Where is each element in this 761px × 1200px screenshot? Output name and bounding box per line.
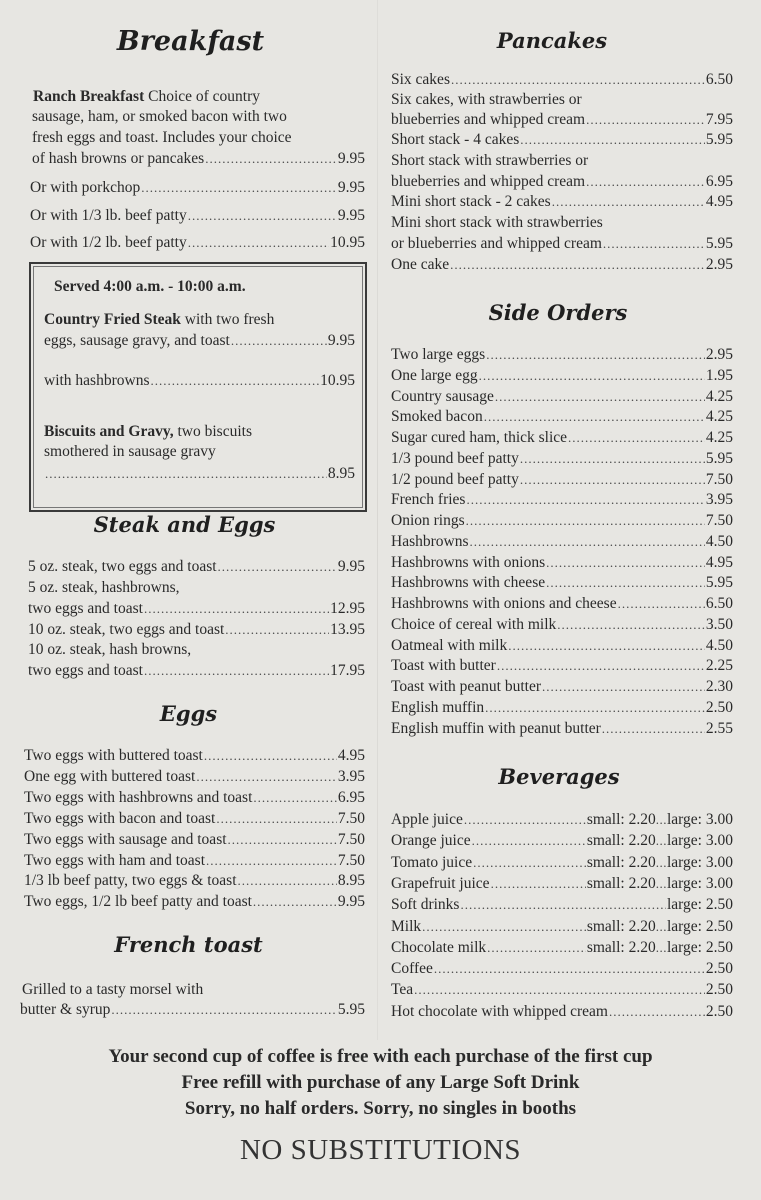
item-price: 2.30 (705, 678, 733, 695)
item-name: Two eggs with ham and toast (24, 852, 206, 869)
menu-item (28, 620, 365, 640)
beverage-item (391, 959, 733, 979)
side-order-item (391, 449, 733, 469)
large-price: large: 3.00 (666, 853, 733, 871)
item-name: English muffin with peanut butter (391, 719, 601, 737)
side-order-item (391, 594, 733, 614)
footer-orders-note: Sorry, no half orders. Sorry, no singles in booths (184, 1098, 577, 1119)
item-name: eggs, sausage gravy, and toast (44, 332, 230, 349)
item-name: Hashbrowns with onions (391, 553, 546, 571)
item-price: 7.50 (337, 831, 365, 848)
item-name: Soft drinks (391, 896, 460, 914)
item-price: 6.95 (337, 789, 365, 806)
item-price: 4.50 (705, 532, 733, 550)
item-price: 8.95 (337, 872, 365, 889)
pancake-desc: Six cakes, with strawberries or (391, 91, 582, 108)
side-order-item (391, 553, 733, 573)
ranch-desc-2: sausage, ham, or smoked bacon with two (32, 108, 287, 125)
beverage-item (391, 980, 733, 1000)
small-price: small: 2.20 (586, 811, 656, 828)
item-name: Coffee (391, 960, 433, 978)
ranch-desc-3: fresh eggs and toast. Includes your choice (32, 129, 292, 146)
item-name: Chocolate milk (391, 938, 487, 956)
item-name: One large egg (391, 366, 478, 384)
item-price: 6.50 (705, 595, 733, 612)
item-name: 5 oz. steak, two eggs and toast (28, 558, 217, 575)
item-name: One cake (391, 256, 450, 273)
item-price: 4.50 (705, 636, 733, 654)
item-price: 4.95 (705, 553, 733, 571)
item-price: 4.95 (705, 193, 733, 210)
large-price: large: 2.50 (666, 938, 733, 956)
side-order-item (391, 387, 733, 407)
side-order-item (391, 428, 733, 448)
item-name: Toast with butter (391, 657, 496, 675)
item-price: 9.95 (337, 179, 365, 196)
large-price: large: 3.00 (666, 874, 733, 892)
menu-item (28, 599, 365, 619)
item-name: 1/3 pound beef patty (391, 449, 519, 467)
beverage-item (391, 895, 733, 915)
menu-item (24, 851, 365, 871)
ranch-desc-1: Choice of country (148, 88, 261, 105)
bg-title: Biscuits and Gravy, (44, 423, 174, 440)
item-name: Hashbrowns with onions and cheese (391, 595, 617, 612)
item-name: Six cakes (391, 71, 450, 88)
item-name: Mini short stack - 2 cakes (391, 193, 551, 210)
item-name: Two eggs, 1/2 lb beef patty and toast (24, 893, 252, 910)
footer-refill-note: Free refill with purchase of any Large Soft Drink (181, 1072, 580, 1093)
item-price: 7.50 (337, 852, 365, 869)
breakfast-heading: Breakfast (116, 26, 265, 57)
item-name: Sugar cured ham, thick slice (391, 429, 568, 446)
french-toast-heading: French toast (114, 932, 263, 957)
item-price: 7.50 (705, 512, 733, 529)
item-name: 10 oz. steak, two eggs and toast (28, 621, 225, 638)
side-order-item (391, 490, 733, 510)
menu-item (24, 830, 365, 850)
side-orders-heading: Side Orders (488, 300, 628, 325)
menu-item (24, 892, 365, 912)
item-price: 7.50 (705, 470, 733, 488)
menu-item (20, 1000, 365, 1020)
item-price: 5.95 (705, 131, 733, 148)
side-order-item (391, 656, 733, 676)
item-price: 2.55 (705, 719, 733, 737)
item-price: 8.95 (327, 465, 355, 482)
side-order-item (391, 366, 733, 386)
cfs-title: Country Fried Steak (44, 311, 181, 328)
item-price: 9.95 (337, 207, 365, 224)
no-substitutions: NO SUBSTITUTIONS (239, 1134, 522, 1166)
item-name: or blueberries and whipped cream (391, 235, 602, 252)
item-name: with hashbrowns (44, 372, 150, 389)
menu-item (391, 110, 733, 130)
item-name: Apple juice (391, 811, 463, 828)
item-name: Tea (391, 981, 414, 999)
bg-desc: two biscuits (173, 423, 252, 440)
item-name: blueberries and whipped cream (391, 111, 586, 128)
item-price: 5.95 (337, 1001, 365, 1018)
pancake-desc: Mini short stack with strawberries (391, 214, 603, 231)
item-price: 6.50 (705, 71, 733, 88)
steak-eggs-heading: Steak and Eggs (93, 512, 276, 537)
large-price: large: 3.00 (666, 832, 733, 850)
item-name: Tomato juice (391, 853, 473, 871)
menu-item (391, 70, 733, 90)
item-name: Milk (391, 917, 422, 935)
item-price: 9.95 (337, 558, 365, 575)
item-price: 2.50 (705, 981, 733, 999)
menu-item (391, 130, 733, 150)
item-price: 13.95 (330, 621, 365, 638)
item-price: 5.95 (705, 574, 733, 592)
item-name: Onion rings (391, 512, 465, 529)
item-price: 6.95 (705, 173, 733, 190)
pancake-desc: Short stack with strawberries or (391, 152, 589, 169)
small-price: small: 2.20 (586, 917, 656, 935)
item-price: 12.95 (330, 600, 365, 617)
beverages-heading: Beverages (498, 764, 620, 789)
item-name: of hash browns or pancakes (32, 150, 205, 167)
large-price: large: 3.00 (666, 811, 733, 828)
side-order-item (391, 719, 733, 739)
menu-item (24, 767, 365, 787)
beverage-item: Tomato juice ..... small: 2.20 ... large: 3.00 (391, 853, 733, 873)
item-name: Smoked bacon (391, 408, 483, 426)
beverage-item: Apple juice ..... small: 2.20 ... large: 3.00 (391, 810, 733, 830)
item-name: 1/2 pound beef patty (391, 470, 519, 488)
item-price: 17.95 (330, 662, 365, 679)
item-name: Or with 1/3 lb. beef patty (30, 207, 187, 224)
item-price: 4.25 (705, 429, 733, 446)
side-order-item (391, 345, 733, 365)
menu-item (24, 871, 365, 891)
item-price: 3.50 (705, 615, 733, 633)
right-column (391, 0, 733, 1040)
item-name: One egg with buttered toast (24, 768, 196, 785)
item-name: Two large eggs (391, 346, 486, 363)
item-price: 3.95 (337, 768, 365, 785)
ranch-breakfast-title: Ranch Breakfast (33, 88, 145, 105)
menu-item (24, 809, 365, 829)
item-price: 2.95 (705, 256, 733, 273)
steak-desc: 10 oz. steak, hash browns, (28, 641, 192, 658)
item-price: 7.50 (337, 810, 365, 827)
served-hours: Served 4:00 a.m. - 10:00 a.m. (54, 278, 246, 295)
small-price: small: 2.20 (586, 938, 656, 956)
item-price: 9.95 (337, 893, 365, 910)
footer-coffee-note: Your second cup of coffee is free with each purchase of the first cup (108, 1046, 653, 1067)
side-order-item (391, 615, 733, 635)
item-name: Toast with peanut butter (391, 678, 542, 695)
item-name: Oatmeal with milk (391, 636, 508, 654)
beverage-item: Grapefruit juice ..... small: 2.20 ... large: 3.00 (391, 874, 733, 894)
item-name: Two eggs with buttered toast (24, 747, 203, 764)
item-price: 3.95 (705, 491, 733, 509)
item-name: Short stack - 4 cakes (391, 131, 520, 148)
item-price: 7.95 (705, 111, 733, 128)
item-price: 2.50 (705, 960, 733, 978)
menu-item (391, 255, 733, 275)
item-name: Or with porkchop (30, 179, 141, 196)
item-name: two eggs and toast (28, 600, 143, 617)
item-name: Orange juice (391, 832, 471, 850)
menu-item (391, 192, 733, 212)
item-name: 1/3 lb beef patty, two eggs & toast (24, 872, 237, 889)
menu-item (391, 172, 733, 192)
side-order-item (391, 511, 733, 531)
large-price: large: 2.50 (666, 917, 733, 935)
beverage-item: Milk ..... small: 2.20 ... large: 2.50 (391, 917, 733, 937)
small-price: small: 2.20 (586, 853, 656, 871)
item-name: Choice of cereal with milk (391, 615, 557, 633)
menu-item (24, 788, 365, 808)
item-price: 4.25 (705, 408, 733, 426)
pancakes-heading: Pancakes (496, 28, 608, 53)
item-price: 9.95 (327, 332, 355, 349)
item-price: 2.50 (705, 698, 733, 716)
item-name: English muffin (391, 698, 485, 716)
page-fold (377, 0, 378, 1040)
item-name: two eggs and toast (28, 662, 143, 679)
left-column-lower (22, 0, 365, 1040)
item-price: 2.50 (705, 1002, 733, 1020)
item-name: Hot chocolate with whipped cream (391, 1002, 608, 1020)
side-order-item (391, 407, 733, 427)
small-price: small: 2.20 (586, 832, 656, 850)
menu-item (391, 234, 733, 254)
eggs-heading: Eggs (159, 701, 218, 726)
side-order-item (391, 698, 733, 718)
item-name: Country sausage (391, 387, 494, 405)
item-price: 2.95 (705, 346, 733, 363)
menu-item (24, 746, 365, 766)
menu-item (28, 661, 365, 681)
bg-desc-2: smothered in sausage gravy (44, 443, 216, 460)
side-order-item (391, 636, 733, 656)
side-order-item (391, 677, 733, 697)
menu-item (28, 557, 365, 577)
side-order-item (391, 573, 733, 593)
item-price: 10.95 (330, 234, 365, 251)
steak-desc: 5 oz. steak, hashbrowns, (28, 579, 180, 596)
item-price: 1.95 (705, 366, 733, 384)
item-name: blueberries and whipped cream (391, 173, 586, 190)
side-order-item (391, 532, 733, 552)
item-name: Hashbrowns with cheese (391, 574, 546, 592)
side-order-item (391, 470, 733, 490)
item-name: French fries (391, 491, 466, 509)
small-price: small: 2.20 (586, 874, 656, 892)
beverage-item: Orange juice ..... small: 2.20 ... large: 3.00 (391, 831, 733, 851)
item-name: Two eggs with sausage and toast (24, 831, 227, 848)
beverage-item (391, 1002, 733, 1022)
item-name: Two eggs with hashbrowns and toast (24, 789, 253, 806)
item-price: 4.95 (337, 747, 365, 764)
item-price: 10.95 (320, 372, 355, 389)
item-price: 5.95 (705, 235, 733, 252)
item-name: Or with 1/2 lb. beef patty (30, 234, 187, 251)
french-toast-desc: Grilled to a tasty morsel with (22, 981, 204, 998)
item-price: 9.95 (337, 150, 365, 167)
item-price: 2.25 (705, 657, 733, 675)
item-price: 4.25 (705, 387, 733, 405)
item-price: large: 2.50 (666, 896, 733, 914)
item-name: Two eggs with bacon and toast (24, 810, 216, 827)
beverage-item: Chocolate milk ..... small: 2.20 ... large: 2.50 (391, 938, 733, 958)
item-name: butter & syrup (20, 1001, 111, 1018)
cfs-desc: with two fresh (180, 311, 275, 328)
item-name: Hashbrowns (391, 532, 469, 550)
item-price: 5.95 (705, 449, 733, 467)
item-name: Grapefruit juice (391, 874, 490, 892)
